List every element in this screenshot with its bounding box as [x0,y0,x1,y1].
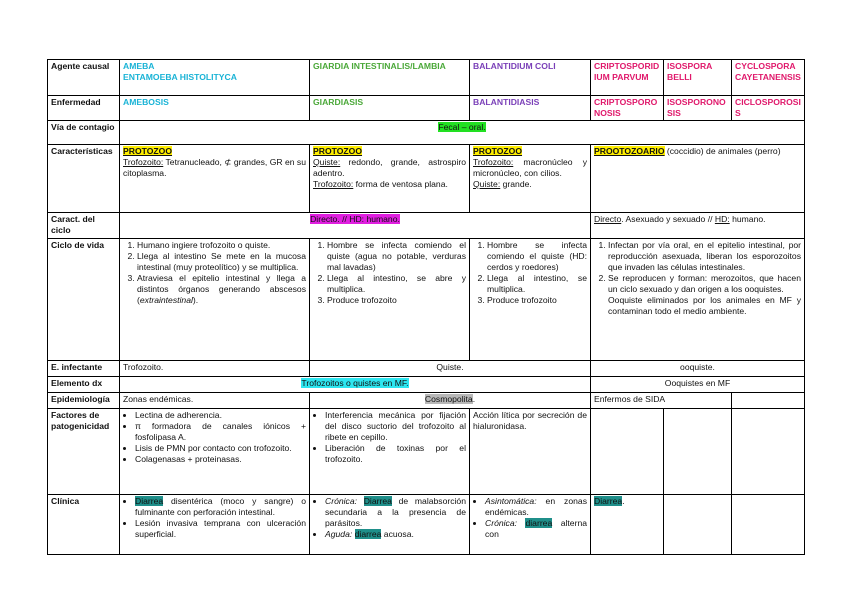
cell-ameba [120,495,310,555]
clinica-list [313,496,466,540]
item-text: disentérica (moco y sangre) o fulminante con perforación intestinal. [135,496,306,517]
row-label: Ciclo de vida [48,239,120,361]
list-item: • Lectina de adherencia. [135,410,306,421]
list-item: 1. Hombre se infecta comiendo el quiste (HD: cerdos y roedores) [487,240,587,273]
cell-coccidios: Enfermos de SIDA [591,393,732,409]
list-item [135,496,306,518]
row-label: Características [48,145,120,213]
cell-cripto [591,495,664,555]
list-item [325,529,466,540]
epi-dot: . [472,394,476,404]
cell-ameba [120,409,310,495]
item-dot: . [622,496,625,506]
label-trofozoito: Trofozoito: [473,157,514,167]
cell-ameba [120,60,310,96]
protozoo-tag: PROTOZOO [313,146,363,156]
ciclo-list [473,240,587,306]
cell-giardia [310,239,470,361]
row-label: Factores de patogenicidad [48,409,120,495]
list-item: 2. Llega al intestino, se multiplica. [487,273,587,295]
diarrea-highlight: diarrea [525,518,553,528]
coccidio-extra: Ooquiste eliminados por los animales en MF y contaminan todo el medio ambiente. [608,295,801,316]
cell-balantidium: BALANTIDIUM COLI [470,60,591,96]
cell-coccidios: ooquiste. [591,361,805,377]
cell-via [120,121,805,145]
row-via [48,121,805,145]
cell-giardia [310,495,470,555]
list-item [485,518,587,540]
item-italic: Crónica: [325,496,357,506]
parasites-table [47,59,805,555]
item-italic: Crónica: [485,518,517,528]
row-ciclo-vida [48,239,805,361]
row-label: Clínica [48,495,120,555]
dx-value: Trofozoitos o quistes en MF. [301,378,409,388]
row-label: Elemento dx [48,377,120,393]
item-italic: Asintomática: [485,496,537,506]
cell-isospora: ISOSPORA BELLI [664,60,732,96]
list-item: 2. Llega al intestino, se abre y multiplica. [327,273,466,295]
factores-list [123,410,306,465]
coccidio-desc: (coccidio) de animales (perro) [664,146,781,156]
row-caract [48,145,805,213]
factores-list [313,410,466,465]
cell-cyclo: CICLOSPOROSIS [732,96,805,121]
list-item: 3. Produce trofozoito [487,295,587,306]
row-ciclo-caract [48,213,805,239]
list-item: • Lesión invasiva temprana con ulceración superficial. [135,518,306,540]
diarrea-highlight: Diarrea [594,496,623,506]
cell-cripto: CRIPTOSPORIDIUM PARVUM [591,60,664,96]
desc-trofozoito: forma de ventosa plana. [353,179,448,189]
cell-giardia [310,145,470,213]
clinica-list [123,496,306,540]
epi-value: Cosmopolita [424,394,473,404]
cell-balantidium: Acción lítica por secreción de hialuronidasa. [470,409,591,495]
list-item [325,496,466,529]
row-label: Caract. del ciclo [48,213,120,239]
cell-cyclo [732,409,805,495]
list-item: • Interferencia mecánica por fijación del disco suctorio del trofozoito al ribete en cepillo. [325,410,466,443]
list-item: • Colagenasas + proteinasas. [135,454,306,465]
row-label: Vía de contagio [48,121,120,145]
protozoo-tag: PROTOZOO [123,146,173,156]
item-italic: extraintestinal [139,295,193,305]
list-item: • Lisis de PMN por contacto con trofozoito. [135,443,306,454]
cell-giardia: GIARDIA INTESTINALIS/LAMBIA [310,60,470,96]
row-label: Enfermedad [48,96,120,121]
list-item [485,496,587,518]
cell-balantidium [470,495,591,555]
item-end: ). [192,295,199,305]
ciclo-list [123,240,306,306]
ciclo-hd: HD: [714,214,730,224]
desc-quiste: grande. [500,179,532,189]
row-epi [48,393,805,409]
cell-isospora [664,409,732,495]
row-infectante [48,361,805,377]
cell-coccidios [591,239,805,361]
cell-cyclo [732,495,805,555]
item-text: en zonas endémicas. [485,496,587,517]
desc-trofozoito: Tetranucleado, ⊄ grandes, GR en su citoplasma. [123,157,306,178]
via-value: Fecal – oral. [438,122,486,132]
row-label: Epidemiología [48,393,120,409]
cell-ameba: AMEBOSIS [120,96,310,121]
ciclo-directo: Directo [594,214,622,224]
cell-balantidium [470,145,591,213]
item-text: acuosa. [381,529,414,539]
row-label: Agente causal [48,60,120,96]
cell-ameba [120,145,310,213]
cell-ameba [120,239,310,361]
desc-quiste: redondo, grande, astrospiro adentro. [313,157,466,178]
cell-dx-left [120,377,591,393]
cell-balantidium [470,239,591,361]
diarrea-highlight: Diarrea [363,496,392,506]
list-item: 2. Llega al intestino Se mete en la mucosa intestinal (muy proteolítico) y se multiplica. [137,251,306,273]
protozoario-tag: PROOTOZOARIO [594,146,665,156]
cell-balantidium: BALANTIDIASIS [470,96,591,121]
cell-giardia: GIARDIASIS [310,96,470,121]
list-item: 2. Se reproducen y forman: merozoitos, que hacen un ciclo sexuado y dan origen a los ooquistes. [608,273,801,295]
ciclo-desc: . Asexuado y sexuado // [621,214,715,224]
ciclo-host: humano. [729,214,766,224]
row-agente [48,60,805,96]
ciclo-list [594,240,801,295]
row-enfermedad [48,96,805,121]
row-factores [48,409,805,495]
cell-ciclo-left [120,213,591,239]
label-trofozoito: Trofozoito: [313,179,354,189]
ciclo-list [313,240,466,306]
ciclo-value: Directo. // HD: humano. [310,214,400,224]
label-trofozoito: Trofozoito: [123,157,164,167]
cell-coccidios [591,145,805,213]
row-dx [48,377,805,393]
item-italic: Aguda: [325,529,353,539]
cell-ameba: Trofozoito. [120,361,310,377]
label-quiste: Quiste: [313,157,341,167]
cell-mid [310,393,591,409]
list-item: • π formadora de canales iónicos + fosfolipasa A. [135,421,306,443]
list-item [137,273,306,306]
list-item: 1. Humano ingiere trofozoito o quiste. [137,240,306,251]
item-text: alterna con [485,518,587,539]
list-item: 3. Produce trofozoito [327,295,466,306]
cell-cripto: CRIPTOSPORONOSIS [591,96,664,121]
ameba-species: ENTAMOEBA HISTOLITYCA [123,72,237,82]
ameba-name: AMEBA [123,61,155,71]
label-quiste: Quiste: [473,179,501,189]
list-item: • Liberación de toxinas por el trofozoito. [325,443,466,465]
cell-cyclo: CYCLOSPORA CAYETANENSIS [732,60,805,96]
row-clinica [48,495,805,555]
cell-ciclo-right [591,213,805,239]
cell-empty [732,393,805,409]
cell-cripto [591,409,664,495]
row-label: E. infectante [48,361,120,377]
cell-mid: Quiste. [310,361,591,377]
protozoo-tag: PROTOZOO [473,146,523,156]
list-item: 1. Infectan por vía oral, en el epitelio intestinal, por reproducción asexuada, liberan los esporozoitos que invaden las células intestinales. [608,240,801,273]
item-text: Atraviesa el epitelio intestinal y llega a distintos órganos generando abscesos ( [137,273,306,305]
cell-isospora: ISOSPORONOSIS [664,96,732,121]
clinica-list [473,496,587,540]
cell-dx-right: Ooquistes en MF [591,377,805,393]
diarrea-highlight: Diarrea [135,496,164,506]
cell-ameba: Zonas endémicas. [120,393,310,409]
desc-trofozoito: macronúcleo y micronúcleo, con cilios. [473,157,587,178]
list-item: 1. Hombre se infecta comiendo el quiste (agua no potable, verduras mal lavadas) [327,240,466,273]
diarrea-highlight: diarrea [354,529,382,539]
cell-isospora [664,495,732,555]
item-text: de malabsorción secundaria a la presencia de parásitos. [325,496,466,528]
cell-giardia [310,409,470,495]
